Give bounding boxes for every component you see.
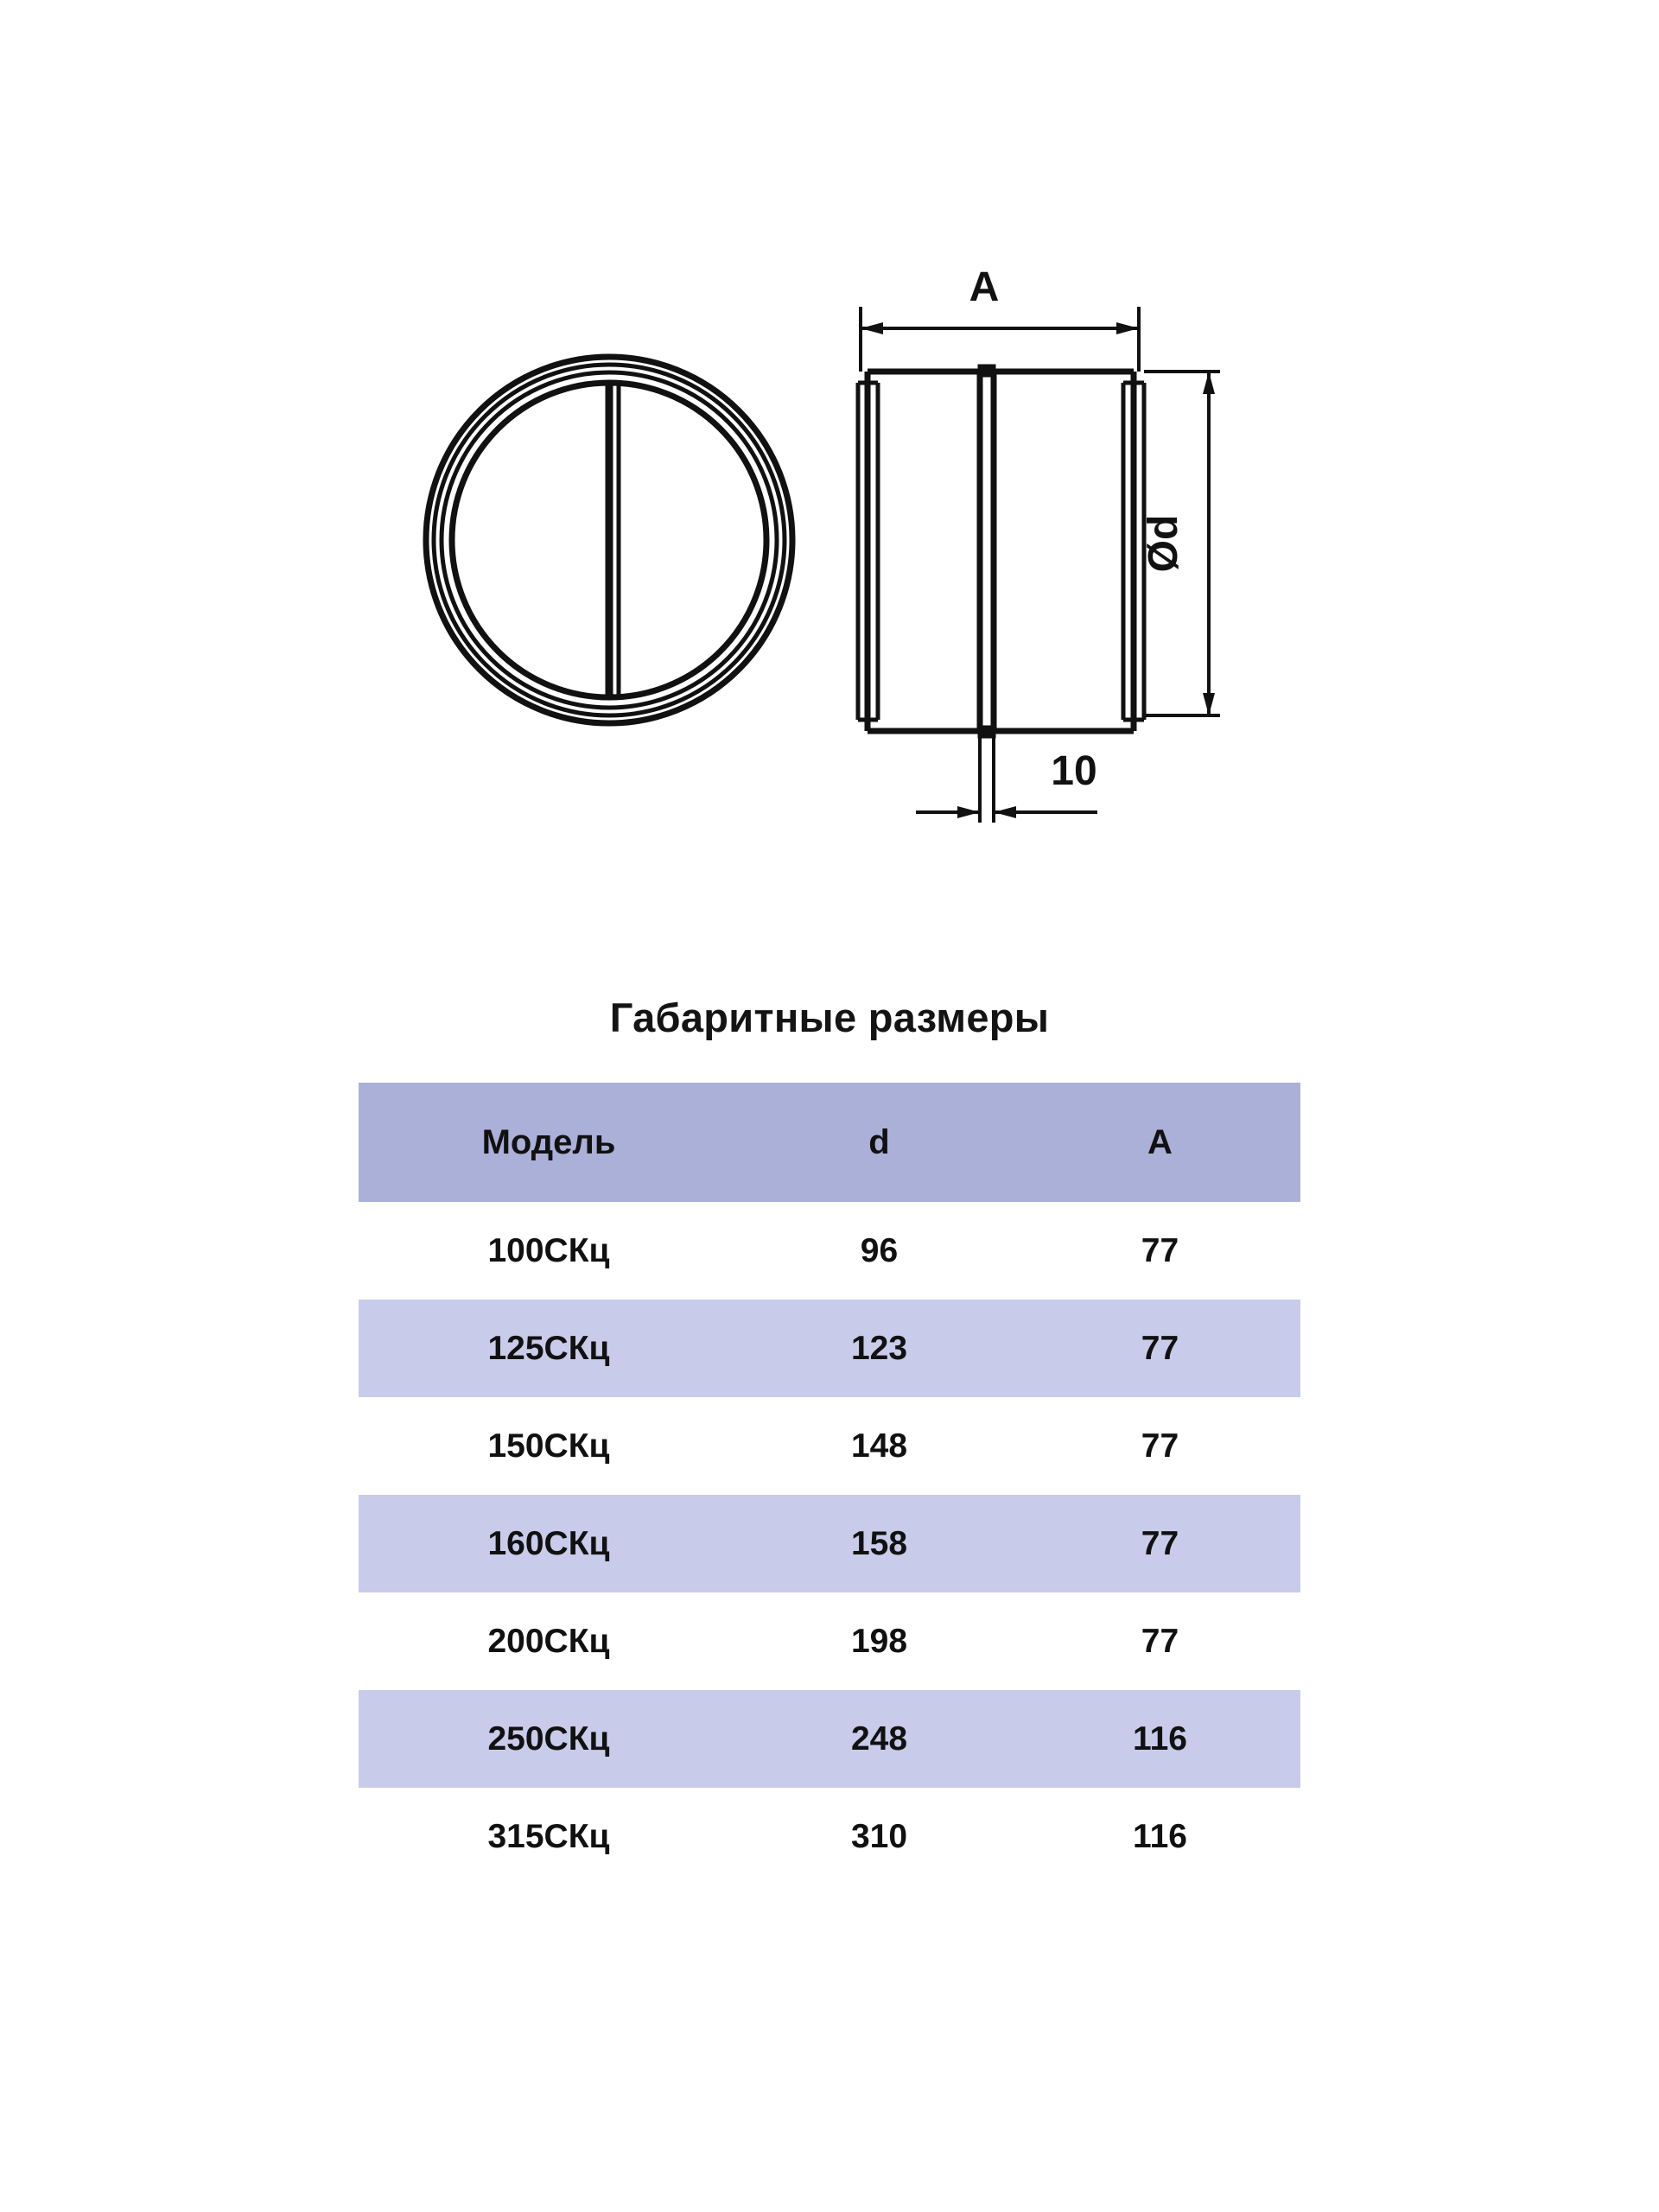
dimension-a: [861, 307, 1139, 372]
cell-model: 200СКц: [487, 1622, 610, 1660]
dimension-a-label: A: [969, 264, 1000, 310]
side-view-duct-connector: [858, 366, 1144, 736]
table-row: [359, 1690, 1300, 1788]
cell-model: 250СКц: [487, 1719, 610, 1758]
cell-a: 116: [1133, 1719, 1187, 1758]
table-row: [359, 1788, 1300, 1885]
dimension-flange-thickness-label: 10: [1051, 748, 1097, 794]
cell-model: 125СКц: [487, 1329, 610, 1367]
cell-d: 123: [850, 1329, 908, 1367]
column-header-a: A: [1147, 1122, 1173, 1161]
table-row: [359, 1300, 1300, 1397]
cell-a: 77: [1141, 1231, 1179, 1269]
cell-a: 77: [1141, 1622, 1179, 1660]
dimension-diameter-label: Ød: [1141, 514, 1186, 573]
cell-model: 100СКц: [487, 1231, 610, 1269]
cell-model: 150СКц: [487, 1427, 610, 1465]
cell-d: 96: [860, 1231, 899, 1269]
cell-d: 248: [850, 1719, 908, 1758]
cell-a: 77: [1141, 1329, 1179, 1367]
front-view-circle-with-flap: [426, 357, 792, 723]
cell-a: 77: [1141, 1524, 1179, 1562]
column-header-d: d: [868, 1122, 890, 1161]
cell-model: 160СКц: [487, 1524, 610, 1562]
dimensions-section: [0, 994, 1659, 1885]
drawing-svg: [0, 0, 1659, 916]
table-row: [359, 1397, 1300, 1495]
dimensions-table: [359, 1083, 1300, 1885]
cell-d: 310: [850, 1817, 908, 1855]
table-header-row: [359, 1083, 1300, 1202]
table-row: [359, 1592, 1300, 1690]
technical-drawing: [0, 0, 1659, 916]
table-row: [359, 1495, 1300, 1592]
cell-model: 315СКц: [487, 1817, 610, 1855]
table-title: Габаритные размеры: [609, 995, 1050, 1040]
cell-a: 116: [1133, 1817, 1187, 1855]
cell-d: 148: [850, 1427, 908, 1465]
column-header-model: Модель: [481, 1122, 616, 1161]
cell-a: 77: [1141, 1427, 1179, 1465]
cell-d: 158: [850, 1524, 908, 1562]
cell-d: 198: [850, 1622, 908, 1660]
table-row: [359, 1202, 1300, 1300]
